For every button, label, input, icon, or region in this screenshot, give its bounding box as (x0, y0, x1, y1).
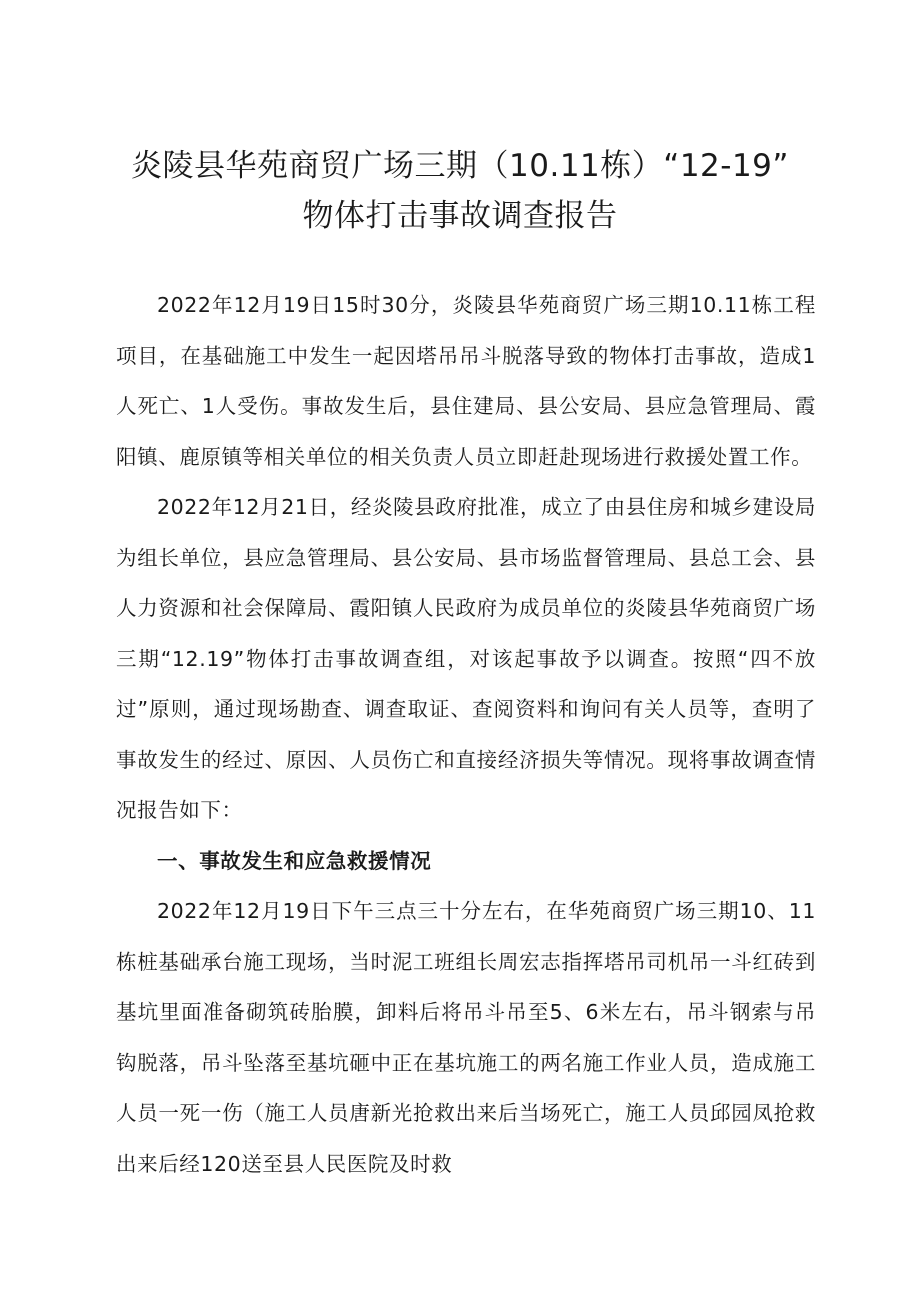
document-title-line-2: 物体打击事故调查报告 (302, 198, 618, 234)
document-body (116, 280, 816, 1189)
paragraph-incident-details: 2022年12月19日下午三点三十分左右，在华苑商贸广场三期10、11栋桩基础承台施工现场，当时泥工班组长周宏志指挥塔吊司机吊一斗红砖到基坑里面准备砌筑砖胎膜，卸料后将吊斗吊至5、6米左右，吊斗钢索与吊钩脱落，吊斗坠落至基坑砸中正在基坑施工的两名施工作业人员，造成施工人员一死一伤（施工人员唐新光抢救出来后当场死亡，施工人员邱园凤抢救出来后经120送至县人民医院及时救 (116, 899, 816, 1176)
paragraph-incident-summary: 2022年12月19日15时30分，炎陵县华苑商贸广场三期10.11栋工程项目，在基础施工中发生一起因塔吊吊斗脱落导致的物体打击事故，造成1人死亡、1人受伤。事故发生后，县住建局、县公安局、县应急管理局、霞阳镇、鹿原镇等相关单位的相关负责人员立即赶赴现场进行救援处置工作。 (116, 293, 816, 469)
document-title-line-1: 炎陵县华苑商贸广场三期（10.11栋）“12-19” (131, 148, 789, 184)
section-heading: 一、事故发生和应急救援情况 (157, 848, 432, 873)
paragraph-investigation-team: 2022年12月21日，经炎陵县政府批准，成立了由县住房和城乡建设局为组长单位，县应急管理局、县公安局、县市场监督管理局、县总工会、县人力资源和社会保障局、霞阳镇人民政府为成员单位的炎陵县华苑商贸广场三期“12.19”物体打击事故调查组，对该起事故予以调查。按照“四不放过”原则，通过现场勘查、调查取证、查阅资料和询问有关人员等，查明了事故发生的经过、原因、人员伤亡和直接经济损失等情况。现将事故调查情况报告如下： (116, 495, 816, 822)
